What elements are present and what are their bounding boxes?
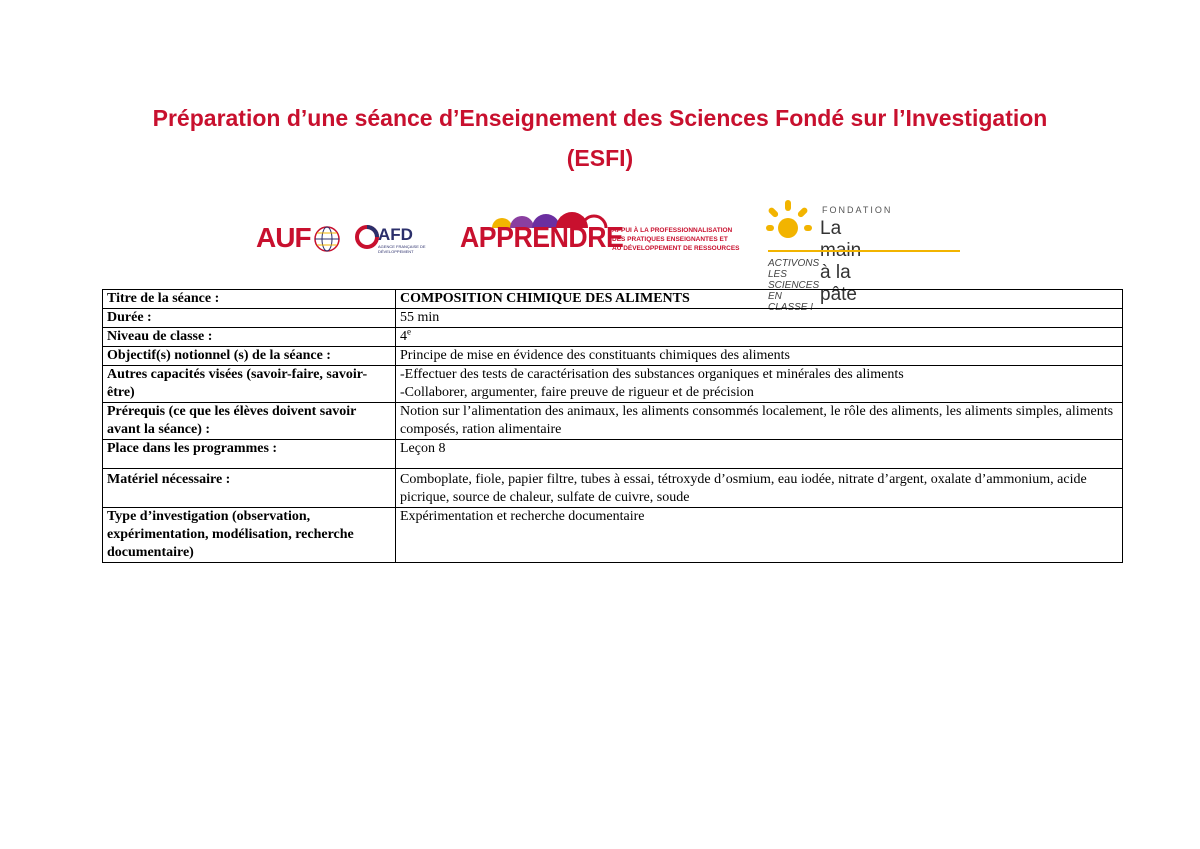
materiel-label: Matériel nécessaire : (103, 469, 396, 508)
titre-value: COMPOSITION CHIMIQUE DES ALIMENTS (396, 290, 1123, 309)
apprendre-subtitle (612, 226, 752, 253)
title-line-1: Préparation d’une séance d’Enseignement des Sciences Fondé sur l’Investigation (152, 105, 1048, 131)
niveau-value-cell (396, 328, 1123, 347)
prerequis-value: Notion sur l’alimentation des animaux, les aliments consommés localement, le rôle des aliments, les aliments simples, aliments composés, ration alimentaire (396, 403, 1123, 440)
apprendre-subtitle-line-2: DES PRATIQUES ENSEIGNANTES ET (612, 236, 728, 243)
apprendre-logo-text: APPRENDRE (460, 222, 624, 254)
capacites-value-cell (396, 366, 1123, 403)
place-value: Leçon 8 (396, 440, 1123, 469)
title-line-2: (ESFI) (566, 145, 634, 171)
prerequis-label: Prérequis (ce que les élèves doivent savoir avant la séance) : (103, 403, 396, 440)
place-label: Place dans les programmes : (103, 440, 396, 469)
globe-icon (312, 224, 342, 254)
table-row-niveau (103, 328, 1123, 347)
session-info-table (102, 289, 1123, 563)
niveau-label: Niveau de classe : (103, 328, 396, 347)
objectif-label: Objectif(s) notionnel (s) de la séance : (103, 347, 396, 366)
objectif-value: Principe de mise en évidence des constituants chimiques des aliments (396, 347, 1123, 366)
auf-logo-text: AUF (256, 222, 311, 253)
sun-icon (766, 198, 816, 244)
table-row-capacites (103, 366, 1123, 403)
titre-label: Titre de la séance : (103, 290, 396, 309)
capacites-value-line-2: -Collaborer, argumenter, faire preuve de rigueur et de précision (400, 385, 754, 400)
afd-logo-subtitle: AGENCE FRANÇAISE DE DÉVELOPPEMENT (378, 244, 426, 254)
materiel-value: Comboplate, fiole, papier filtre, tubes à essai, tétroxyde d’osmium, eau iodée, nitrate d’argent, oxalate d’ammonium, acide picrique, source de chaleur, sulfate de cuivre, soude (396, 469, 1123, 508)
duree-value: 55 min (396, 309, 1123, 328)
capacites-value-line-1: -Effectuer des tests de caractérisation des substances organiques et minérales des aliments (400, 367, 904, 382)
afd-logo-text: AFD (378, 225, 413, 244)
table-row-place (103, 440, 1123, 469)
table-row-duree (103, 309, 1123, 328)
niveau-value: 4 (400, 329, 407, 344)
afd-ring-icon (354, 224, 380, 250)
table-row-titre (103, 290, 1123, 309)
table-row-type (103, 508, 1123, 563)
table-row-objectif (103, 347, 1123, 366)
apprendre-subtitle-line-1: APPUI À LA PROFESSIONNALISATION (612, 227, 733, 234)
duree-label: Durée : (103, 309, 396, 328)
niveau-superscript: e (407, 326, 411, 337)
lamap-fondation-label: FONDATION (822, 205, 893, 215)
table-row-materiel (103, 469, 1123, 508)
lamap-name: La main à la pâte (820, 218, 862, 305)
page-title (0, 98, 1200, 178)
apprendre-subtitle-line-3: AU DÉVELOPPEMENT DE RESSOURCES (612, 245, 740, 252)
type-value: Expérimentation et recherche documentaire (396, 508, 1123, 563)
capacites-label: Autres capacités visées (savoir-faire, savoir-être) (103, 366, 396, 403)
type-label: Type d’investigation (observation, expérimentation, modélisation, recherche documentaire) (103, 508, 396, 563)
lamap-tagline: ACTIVONS LES SCIENCES EN CLASSE ! (768, 258, 820, 313)
table-row-prerequis (103, 403, 1123, 440)
lamap-divider (768, 250, 960, 252)
